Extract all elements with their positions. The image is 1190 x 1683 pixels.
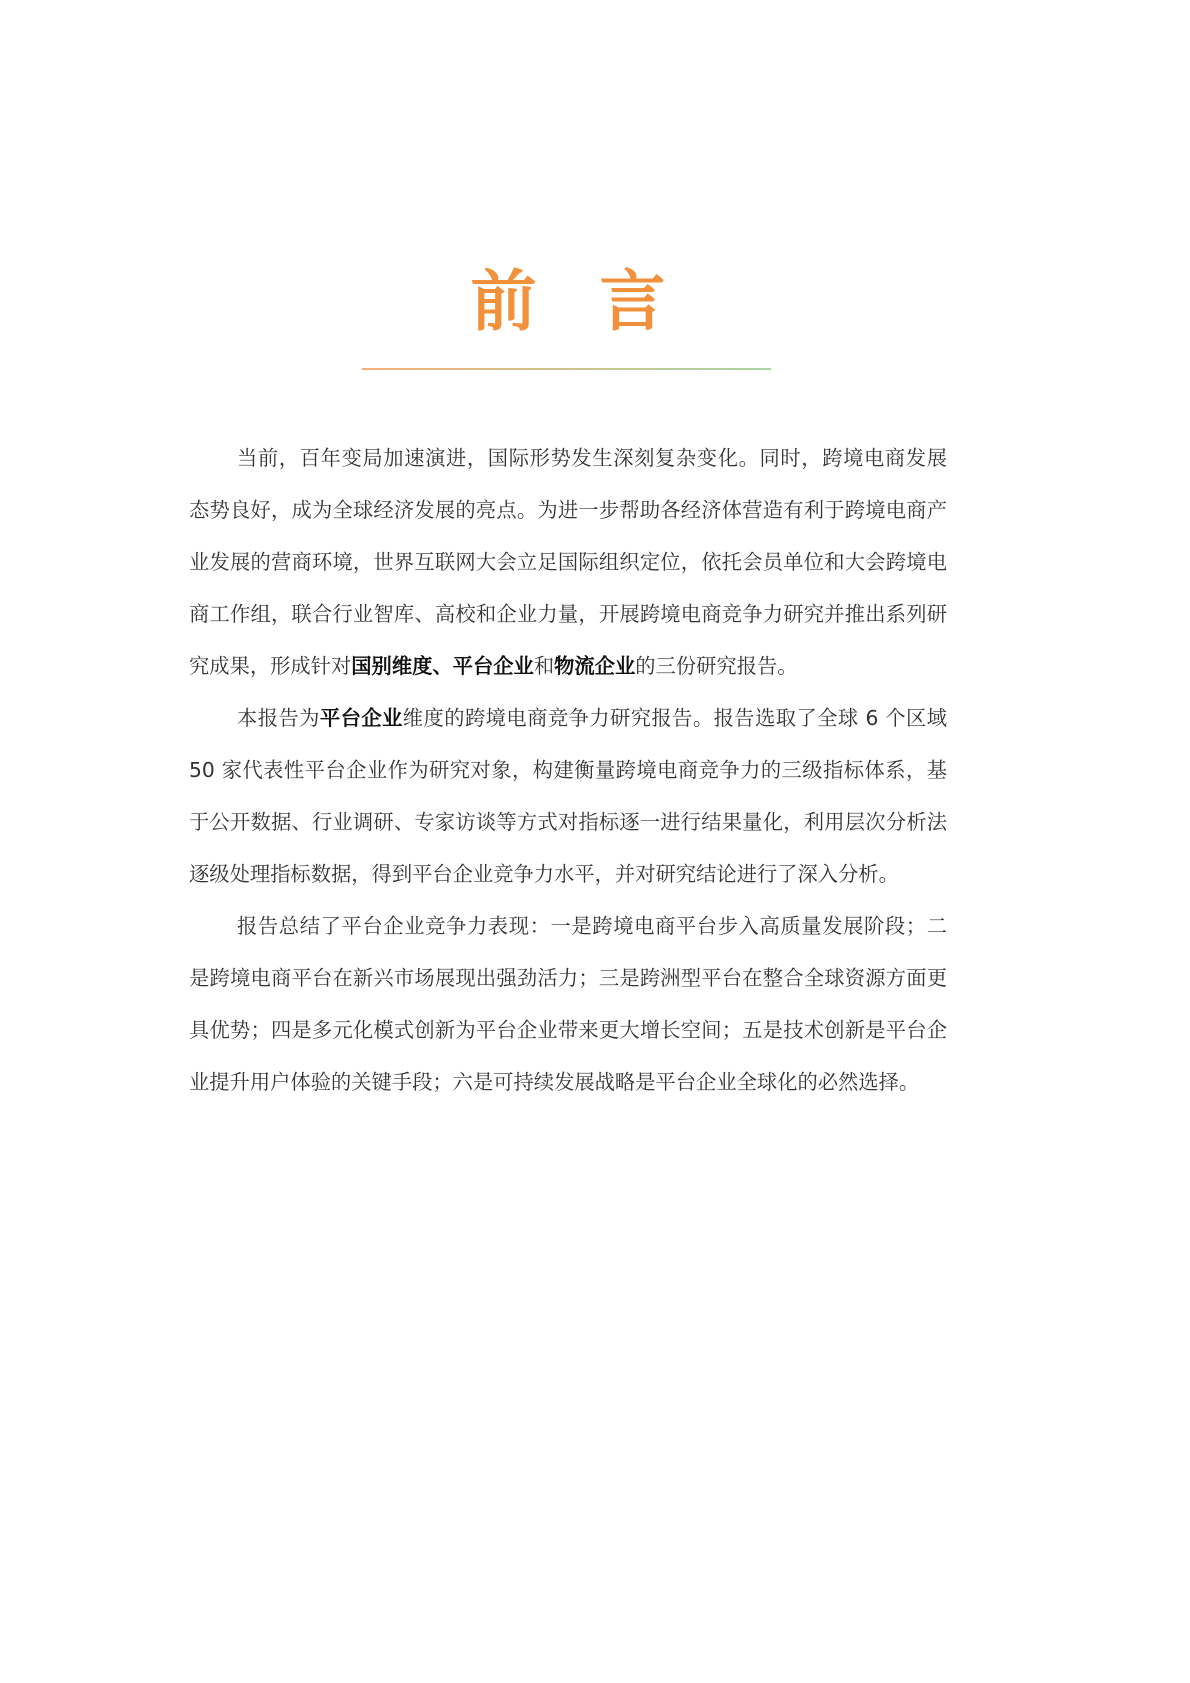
preface-paragraph-1 <box>189 432 947 692</box>
paragraph-text: 和 <box>533 654 555 678</box>
paragraph-text: 维度的跨境电商竞争力研究报告。报告选取了全球 6 个区域 <box>402 706 947 730</box>
emphasis-text: 物流企业 <box>554 654 636 678</box>
text-line <box>189 640 947 692</box>
paragraph-text: 于公开数据、行业调研、专家访谈等方式对指标逐一进行结果量化，利用层次分析法 <box>189 810 947 834</box>
paragraph-text: 究成果，形成针对 <box>189 654 352 678</box>
paragraph-text: 50 家代表性平台企业作为研究对象，构建衡量跨境电商竞争力的三级指标体系，基 <box>189 758 947 782</box>
paragraph-text: 业提升用户体验的关键手段；六是可持续发展战略是平台企业全球化的必然选择。 <box>189 1070 920 1094</box>
title-divider <box>362 368 771 370</box>
paragraph-text: 当前，百年变局加速演进，国际形势发生深刻复杂变化。同时，跨境电商发展 <box>237 446 947 470</box>
paragraph-text: 态势良好，成为全球经济发展的亮点。为进一步帮助各经济体营造有利于跨境电商产 <box>189 498 947 522</box>
preface-body <box>189 432 947 1108</box>
emphasis-text: 国别维度、平台企业 <box>351 654 534 678</box>
paragraph-text: 的三份研究报告。 <box>635 654 798 678</box>
text-line <box>189 848 947 900</box>
text-line <box>189 484 947 536</box>
paragraph-text: 是跨境电商平台在新兴市场展现出强劲活力；三是跨洲型平台在整合全球资源方面更 <box>189 966 947 990</box>
paragraph-text: 逐级处理指标数据，得到平台企业竞争力水平，并对研究结论进行了深入分析。 <box>189 862 899 886</box>
paragraph-text: 具优势；四是多元化模式创新为平台企业带来更大增长空间；五是技术创新是平台企 <box>189 1018 947 1042</box>
text-line <box>189 1056 947 1108</box>
text-line <box>189 432 947 484</box>
preface-paragraph-2 <box>189 692 947 900</box>
paragraph-text: 本报告为 <box>237 706 320 730</box>
text-line <box>189 588 947 640</box>
paragraph-text: 报告总结了平台企业竞争力表现：一是跨境电商平台步入高质量发展阶段；二 <box>237 914 947 938</box>
text-line <box>189 692 947 744</box>
emphasis-text: 平台企业 <box>319 706 403 730</box>
paragraph-text: 商工作组，联合行业智库、高校和企业力量，开展跨境电商竞争力研究并推出系列研 <box>189 602 947 626</box>
preface-section <box>189 0 947 1683</box>
text-line <box>189 900 947 952</box>
preface-paragraph-3 <box>189 900 947 1108</box>
text-line <box>189 952 947 1004</box>
text-line <box>189 796 947 848</box>
text-line <box>189 536 947 588</box>
paragraph-text: 业发展的营商环境，世界互联网大会立足国际组织定位，依托会员单位和大会跨境电 <box>189 550 947 574</box>
text-line <box>189 1004 947 1056</box>
text-line <box>189 744 947 796</box>
page-title: 前 言 <box>470 263 666 340</box>
